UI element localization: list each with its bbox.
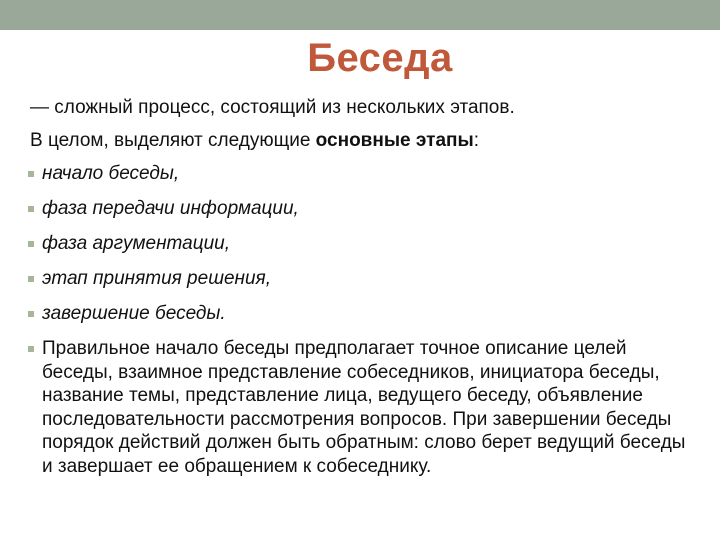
square-bullet-icon	[28, 206, 34, 212]
stages-list	[24, 162, 694, 478]
stages-lead-bold: основные этапы	[315, 130, 474, 151]
list-item	[24, 232, 694, 256]
top-decorative-bar	[0, 0, 720, 30]
square-bullet-icon	[28, 241, 34, 247]
list-item-text: фаза передачи информации,	[42, 198, 299, 219]
square-bullet-icon	[28, 276, 34, 282]
slide-content	[24, 96, 694, 489]
closing-paragraph: Правильное начало беседы предполагает точное описание целей беседы, взаимное представление собеседников, инициатора беседы, название темы, представление лица, ведущего беседу, объявление последовательности рассмотрения вопросов. При завершении беседы порядок действий должен быть обратным: слово берет ведущий беседы и завершает ее обращением к собеседнику.	[42, 338, 686, 477]
list-item	[24, 197, 694, 221]
list-item	[24, 267, 694, 291]
stages-lead	[24, 129, 694, 153]
list-item	[24, 337, 694, 478]
square-bullet-icon	[28, 311, 34, 317]
slide-title: Беседа	[307, 36, 453, 80]
stages-lead-text: В целом, выделяют следующие	[30, 130, 316, 151]
stages-lead-colon: :	[473, 130, 480, 151]
list-item-text: фаза аргументации,	[42, 233, 230, 254]
list-item-text: этап принятия решения,	[42, 268, 271, 289]
list-item	[24, 302, 694, 326]
list-item-text: начало беседы,	[42, 163, 180, 184]
list-item	[24, 162, 694, 186]
intro-text: — сложный процесс, состоящий из нескольких этапов.	[30, 97, 515, 118]
square-bullet-icon	[28, 346, 34, 352]
list-item-text: завершение беседы.	[42, 303, 226, 324]
square-bullet-icon	[28, 171, 34, 177]
